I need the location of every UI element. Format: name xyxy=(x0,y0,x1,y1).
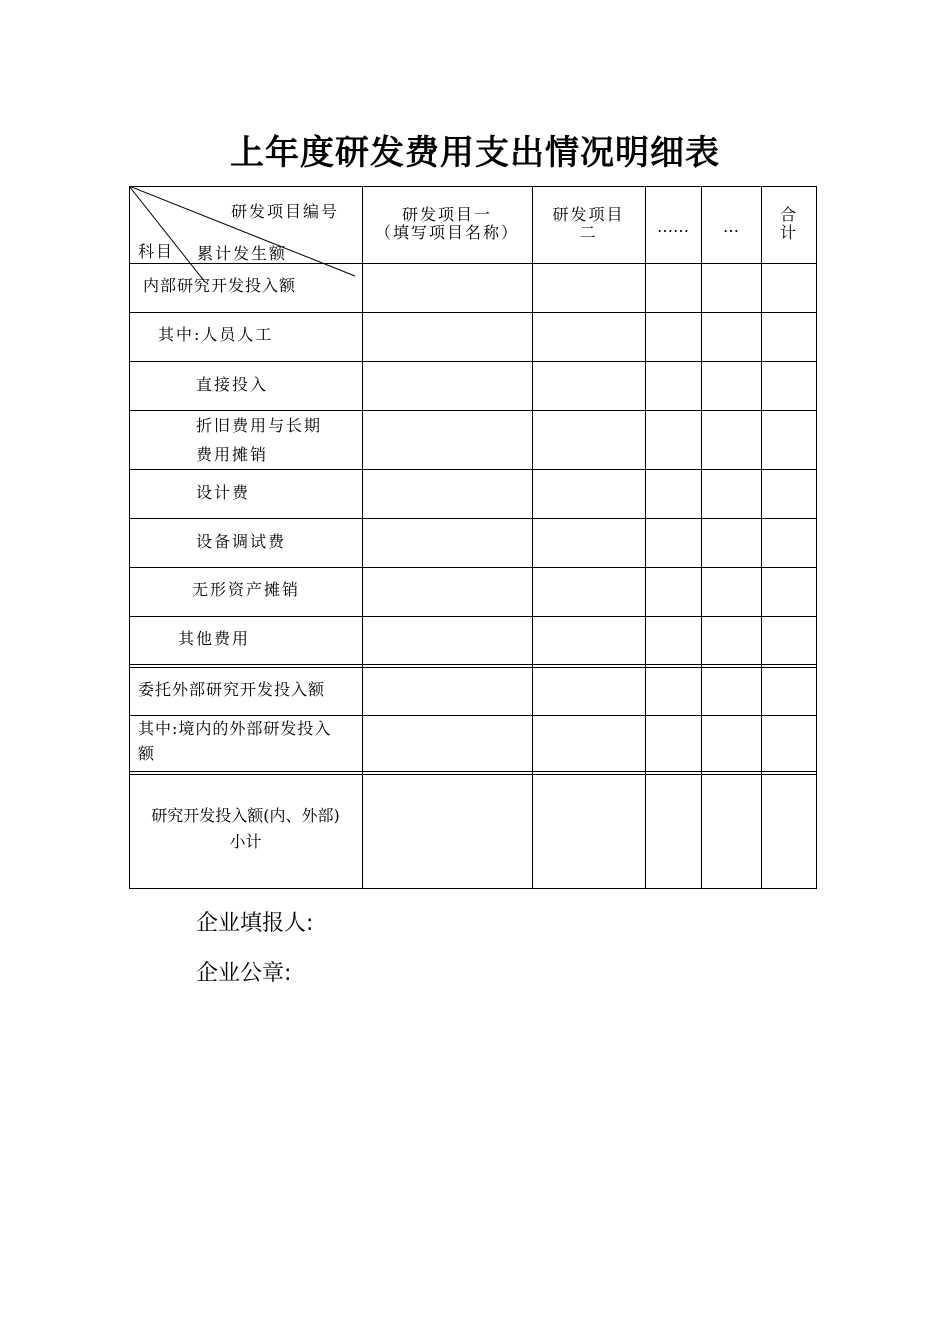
row-label-other: 其他费用 xyxy=(178,629,251,648)
header-cumulative: 累计发生额 xyxy=(197,244,288,263)
col-divider xyxy=(645,186,646,889)
table-border-bottom xyxy=(129,888,817,889)
row-label-domestic-external: 其中:境内的外部研发投入 额 xyxy=(138,719,332,763)
header-project-1: 研发项目一 （填写项目名称） xyxy=(374,205,519,242)
header-project-number: 研发项目编号 xyxy=(231,202,340,221)
row-divider-double xyxy=(129,771,817,772)
header-total: 合 计 xyxy=(779,205,798,242)
col-divider xyxy=(362,186,363,889)
row-divider xyxy=(129,518,817,519)
row-label-personnel: 其中:人员人工 xyxy=(158,325,274,344)
row-label-internal: 内部研究开发投入额 xyxy=(143,276,297,295)
row-label-depreciation: 折旧费用与长期 费用摊销 xyxy=(196,416,323,464)
row-divider xyxy=(129,361,817,362)
footer-filler-label: 企业填报人: xyxy=(196,911,314,936)
table-border-left xyxy=(129,186,130,889)
col-divider xyxy=(761,186,762,889)
col-divider xyxy=(701,186,702,889)
table-border-right xyxy=(816,186,817,889)
row-label-direct: 直接投入 xyxy=(196,375,269,394)
row-divider xyxy=(129,312,817,313)
header-ellipsis-1: …… xyxy=(657,217,689,236)
row-divider-double xyxy=(129,664,817,665)
row-label-external: 委托外部研究开发投入额 xyxy=(138,680,326,699)
expense-table xyxy=(129,186,817,889)
header-ellipsis-2: … xyxy=(723,217,739,236)
row-divider xyxy=(129,567,817,568)
row-label-subtotal: 研究开发投入额(内、外部) 小计 xyxy=(151,806,340,851)
page-title: 上年度研发费用支出情况明细表 xyxy=(230,133,720,173)
row-divider-double xyxy=(129,667,817,668)
header-project-2: 研发项目 二 xyxy=(552,205,625,242)
row-label-intangible: 无形资产摊销 xyxy=(192,580,301,599)
row-label-equipment: 设备调试费 xyxy=(196,532,287,551)
row-divider xyxy=(129,469,817,470)
footer-seal-label: 企业公章: xyxy=(196,961,292,986)
header-subject: 科目 xyxy=(138,242,175,261)
row-divider-double xyxy=(129,774,817,775)
row-label-design: 设计费 xyxy=(196,483,251,502)
row-divider xyxy=(129,616,817,617)
col-divider xyxy=(532,186,533,889)
